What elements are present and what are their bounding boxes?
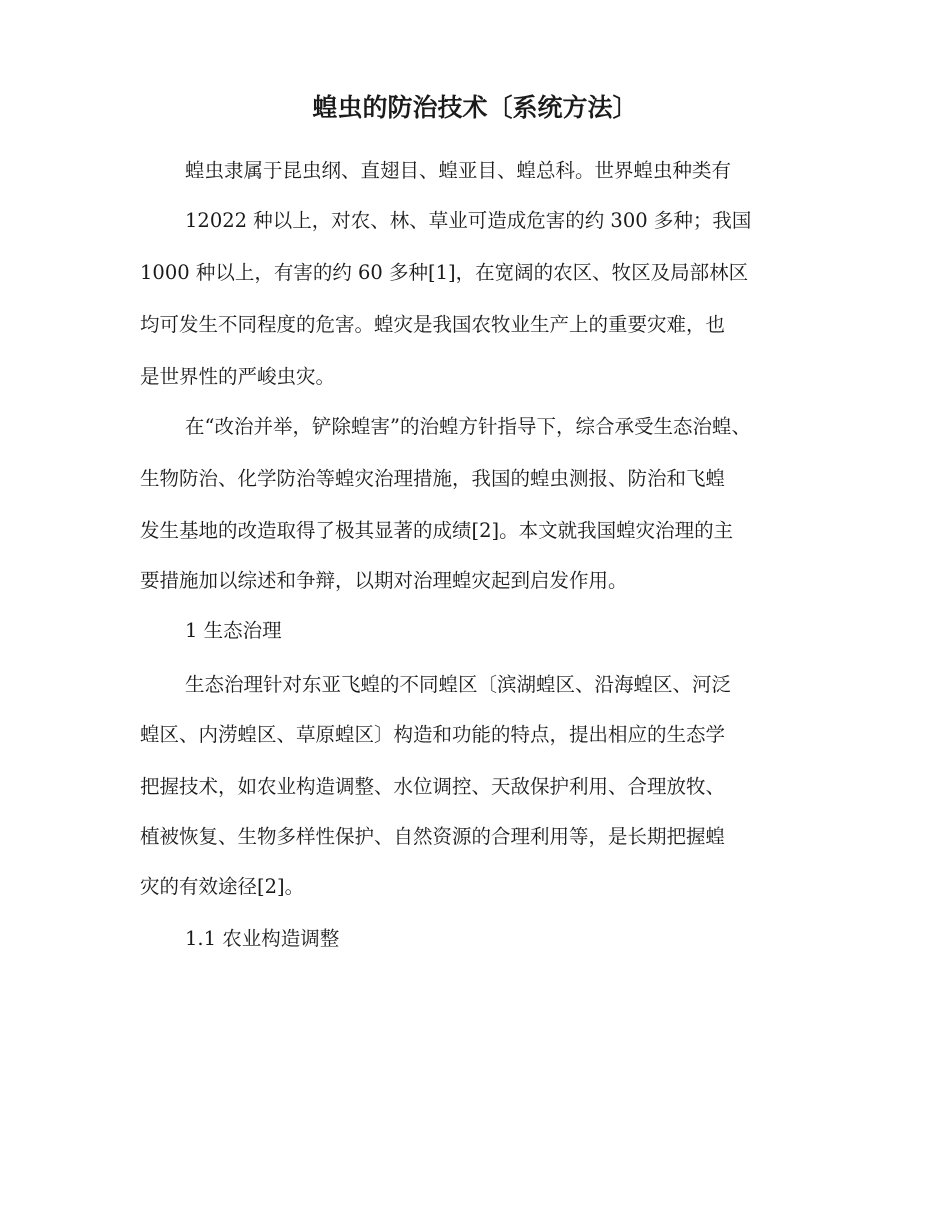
paragraph-1-line-2: 12022 种以上，对农、林、草业可造成危害的约 300 多种；我国 [185, 209, 752, 232]
paragraph-1-line-1: 蝗虫隶属于昆虫纲、直翅目、蝗亚目、蝗总科。世界蝗虫种类有 [185, 159, 732, 182]
paragraph-2-line-1: 在“改治并举，铲除蝗害”的治蝗方针指导下，综合承受生态治蝗、 [185, 415, 751, 438]
paragraph-1-line-4: 均可发生不同程度的危害。蝗灾是我国农牧业生产上的重要灾难，也 [140, 313, 726, 336]
paragraph-2-line-3: 发生基地的改造取得了极其显著的成绩[2]。本文就我国蝗灾治理的主 [140, 519, 734, 542]
paragraph-3-line-1: 生态治理针对东亚飞蝗的不同蝗区〔滨湖蝗区、沿海蝗区、河泛 [185, 673, 732, 696]
paragraph-2-line-4: 要措施加以综述和争辩，以期对治理蝗灾起到启发作用。 [140, 569, 628, 592]
document-title: 蝗虫的防治技术〔系统方法〕 [312, 93, 638, 122]
section-heading-1-1: 1.1 农业构造调整 [185, 927, 340, 950]
paragraph-3-line-5: 灾的有效途径[2]。 [140, 875, 305, 898]
paragraph-3-line-2: 蝗区、内涝蝗区、草原蝗区〕构造和功能的特点，提出相应的生态学 [140, 723, 726, 746]
paragraph-3-line-4: 植被恢复、生物多样性保护、自然资源的合理利用等，是长期把握蝗 [140, 825, 726, 848]
paragraph-1-line-5: 是世界性的严峻虫灾。 [140, 365, 336, 388]
paragraph-2-line-2: 生物防治、化学防治等蝗灾治理措施，我国的蝗虫测报、防治和飞蝗 [140, 467, 726, 490]
paragraph-3-line-3: 把握技术，如农业构造调整、水位调控、天敌保护利用、合理放牧、 [140, 775, 726, 798]
paragraph-1-line-3: 1000 种以上，有害的约 60 多种[1]，在宽阔的农区、牧区及局部林区 [140, 261, 749, 284]
section-heading-1: 1 生态治理 [185, 619, 282, 642]
